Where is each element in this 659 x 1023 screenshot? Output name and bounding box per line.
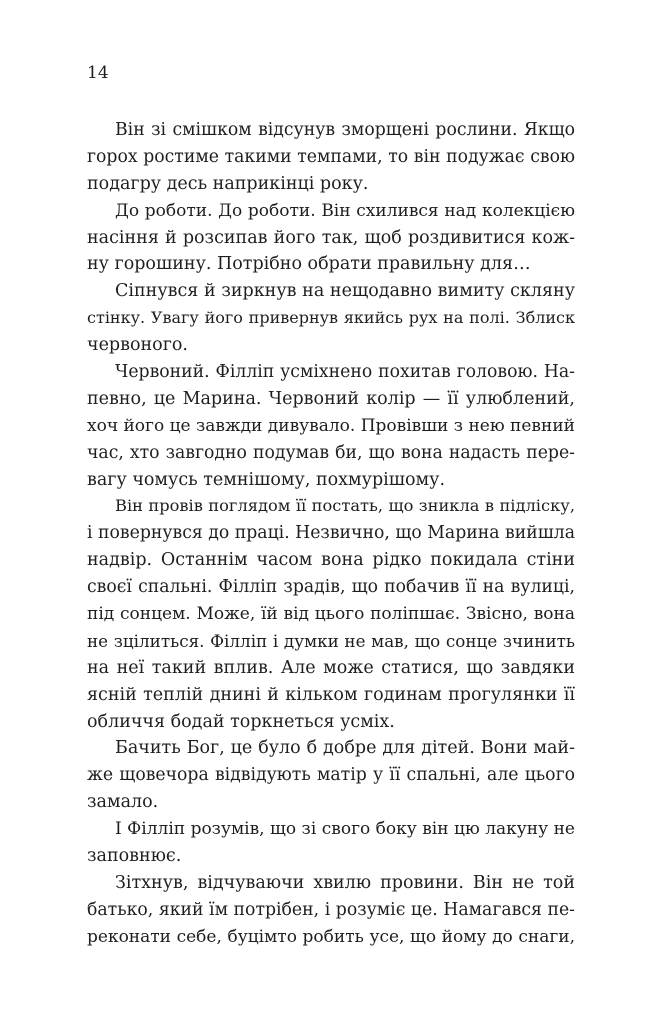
text-line: реконати себе, буцімто робить усе, що йому до снаги, bbox=[87, 926, 575, 947]
text-line: своєї спальні. Філліп зрадів, що побачив її на вулиці, bbox=[87, 577, 575, 598]
text-line: на неї такий вплив. Але може статися, що завдяки bbox=[87, 657, 575, 678]
paragraph bbox=[87, 359, 575, 493]
text-line: Бачить Бог, це було б добре для дітей. Вони май- bbox=[115, 738, 575, 759]
text-line: певно, це Марина. Червоний колір — її улюблений, bbox=[87, 388, 575, 409]
text-line: Сіпнувся й зиркнув на нещодавно вимиту скляну bbox=[115, 281, 575, 302]
paragraph bbox=[87, 117, 575, 198]
text-line: ну горошину. Потрібно обрати правильну для… bbox=[87, 254, 531, 275]
text-line: обличчя бодай торкнеться усміх. bbox=[87, 711, 395, 732]
text-line: батько, який їм потрібен, і розуміє це. Намагався пе- bbox=[87, 899, 575, 920]
text-line: Червоний. Філліп усміхнено похитав головою. На- bbox=[115, 362, 575, 383]
text-line: горох ростиме такими темпами, то він подужає свою bbox=[87, 146, 575, 167]
text-line: До роботи. До роботи. Він схилився над колекцією bbox=[115, 200, 575, 221]
text-line: І Філліп розумів, що зі свого боку він цю лакуну не bbox=[115, 819, 575, 840]
paragraph bbox=[87, 816, 575, 870]
paragraph bbox=[87, 870, 575, 951]
text-line: час, хто завгодно подумав би, що вона надасть пере- bbox=[87, 442, 575, 463]
text-line: під сонцем. Може, їй від цього поліпшає. Звісно, вона bbox=[87, 604, 575, 625]
text-line: насіння й розсипав його так, щоб роздивитися кож- bbox=[87, 227, 575, 248]
text-line: Зітхнув, відчуваючи хвилю провини. Він не той bbox=[115, 872, 575, 893]
text-line: червоного. bbox=[87, 335, 188, 356]
paragraph bbox=[87, 278, 575, 359]
text-line: же щовечора відвідують матір у її спальні, але цього bbox=[87, 765, 575, 786]
text-line: подагру десь наприкінці року. bbox=[87, 173, 369, 194]
text-line: замало. bbox=[87, 792, 159, 813]
text-line: ясній теплій днині й кільком годинам прогулянки її bbox=[87, 684, 575, 705]
text-line: Він провів поглядом її постать, що зникла в підліску, bbox=[115, 496, 575, 516]
text-line: стінку. Увагу його привернув якийсь рух на полі. Зблиск bbox=[87, 308, 575, 328]
text-line: заповнює. bbox=[87, 846, 182, 867]
text-line: хоч його це завжди дивувало. Провівши з нею певний bbox=[87, 415, 575, 436]
text-line: вагу чомусь темнішому, похмурішому. bbox=[87, 469, 446, 490]
paragraph bbox=[87, 493, 575, 735]
paragraph bbox=[87, 735, 575, 816]
page-number: 14 bbox=[87, 63, 109, 83]
text-line: Він зі смішком відсунув зморщені рослини. Якщо bbox=[115, 120, 575, 140]
text-line: не зцілиться. Філліп і думки не мав, що сонце зчинить bbox=[87, 630, 575, 651]
text-line: надвір. Останнім часом вона рідко покидала стіни bbox=[87, 550, 575, 571]
body-text bbox=[87, 117, 575, 951]
paragraph bbox=[87, 198, 575, 279]
text-line: і повернувся до праці. Незвично, що Марина вийшла bbox=[87, 523, 575, 544]
